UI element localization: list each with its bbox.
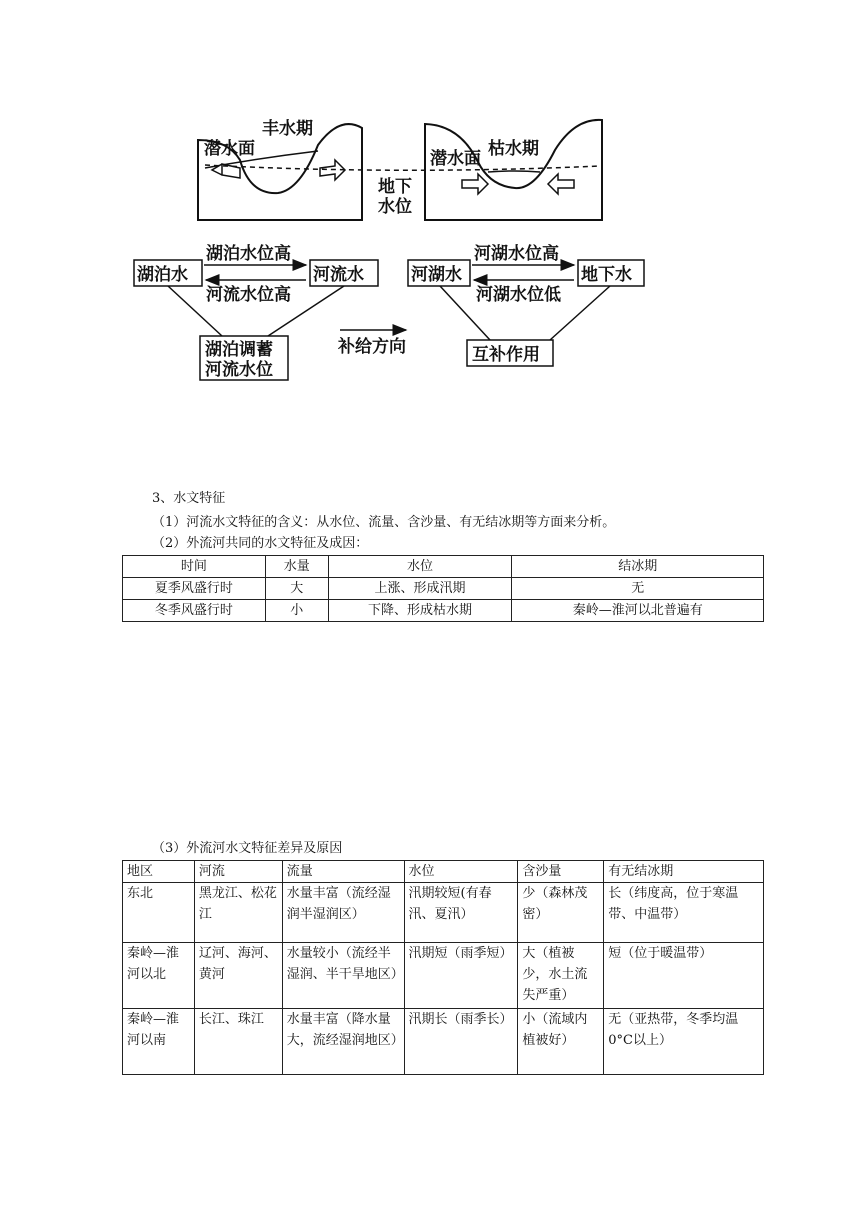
table-cell: 水量丰富（流经湿润半湿润区） — [282, 883, 404, 943]
table-cell: 冬季风盛行时 — [123, 600, 266, 622]
table-cell: 无 — [512, 578, 764, 600]
header-cell: 地区 — [123, 861, 195, 883]
header-cell: 含沙量 — [518, 861, 604, 883]
water-table-label-right: 潜水面 — [430, 149, 481, 169]
table-cell: 短（位于暖温带） — [604, 943, 764, 1009]
table-cell: 秦岭—淮河以北普遍有 — [512, 600, 764, 622]
table-cell: 秦岭—淮河以南 — [123, 1009, 195, 1075]
table-cell: 辽河、海河、黄河 — [194, 943, 282, 1009]
header-cell: 时间 — [123, 556, 266, 578]
table-cell: 大（植被少，水土流失严重） — [518, 943, 604, 1009]
table-cell: 黑龙江、松花江 — [194, 883, 282, 943]
table-cell: 夏季风盛行时 — [123, 578, 266, 600]
section-heading: 3、水文特征 — [152, 491, 226, 506]
table-cell: 水量较小（流经半湿润、半干旱地区） — [282, 943, 404, 1009]
table-cell: 东北 — [123, 883, 195, 943]
table-row — [123, 578, 764, 600]
river-lake-level-low-label: 河湖水位低 — [476, 285, 561, 305]
header-cell: 水位 — [328, 556, 512, 578]
wet-season-cross-section — [198, 118, 362, 220]
table-cell: 长（纬度高，位于寒温带、中温带） — [604, 883, 764, 943]
table-cell: 汛期较短(有春汛、夏汛） — [404, 883, 518, 943]
wet-season-label: 丰水期 — [262, 119, 313, 139]
lake-level-high-label: 湖泊水位高 — [206, 244, 291, 264]
lake-regulate-line1: 湖泊调蓄 — [205, 340, 273, 360]
header-cell: 水量 — [265, 556, 328, 578]
table-cell: 小（流域内植被好） — [518, 1009, 604, 1075]
table-cell: 少（森林茂密） — [518, 883, 604, 943]
groundwater-box: 地下水 — [581, 265, 632, 285]
inflow-arrow-left — [462, 174, 488, 194]
groundwater-level-label-1: 地下 — [378, 177, 412, 197]
table-header-row — [123, 556, 764, 578]
differences-table — [122, 860, 764, 1075]
header-cell: 有无结冰期 — [604, 861, 764, 883]
table-row — [123, 883, 764, 943]
lake-river-flowchart — [134, 243, 378, 380]
river-level-high-label: 河流水位高 — [206, 285, 291, 305]
water-table-label-left: 潜水面 — [204, 139, 255, 159]
lake-regulate-line2: 河流水位 — [205, 360, 273, 380]
table-cell: 下降、形成枯水期 — [328, 600, 512, 622]
river-lake-water-box: 河湖水 — [411, 265, 462, 285]
table-cell: 长江、珠江 — [194, 1009, 282, 1075]
legend-label: 补给方向 — [338, 337, 406, 357]
hydrology-diagram — [0, 0, 860, 400]
table-cell: 大 — [265, 578, 328, 600]
paragraph-1: （1）河流水文特征的含义：从水位、流量、含沙量、有无结冰期等方面来分析。 — [152, 515, 616, 530]
lake-water-box: 湖泊水 — [137, 265, 188, 285]
inflow-arrow-right — [548, 174, 574, 194]
table-row — [123, 1009, 764, 1075]
paragraph-2: （2）外流河共同的水文特征及成因： — [152, 536, 369, 551]
table-cell: 秦岭—淮河以北 — [123, 943, 195, 1009]
table-cell: 水量丰富（降水量大，流经湿润地区） — [282, 1009, 404, 1075]
header-cell: 水位 — [404, 861, 518, 883]
groundwater-level-label-2: 水位 — [378, 197, 412, 217]
table-cell: 汛期长（雨季长） — [404, 1009, 518, 1075]
complementary-box: 互补作用 — [472, 345, 540, 365]
table-row — [123, 600, 764, 622]
groundwater-level-line — [205, 165, 600, 170]
header-cell: 结冰期 — [512, 556, 764, 578]
table-row — [123, 943, 764, 1009]
table-cell: 无（亚热带，冬季均温0°C以上） — [604, 1009, 764, 1075]
river-water-box: 河流水 — [313, 265, 364, 285]
table-cell: 上涨、形成汛期 — [328, 578, 512, 600]
table-cell: 小 — [265, 600, 328, 622]
river-lake-level-high-label: 河湖水位高 — [474, 244, 559, 264]
paragraph-3: （3）外流河水文特征差异及原因 — [152, 841, 343, 856]
table-header-row — [123, 861, 764, 883]
dry-season-label: 枯水期 — [488, 139, 539, 159]
river-groundwater-flowchart — [408, 243, 644, 366]
header-cell: 河流 — [194, 861, 282, 883]
header-cell: 流量 — [282, 861, 404, 883]
table-cell: 汛期短（雨季短） — [404, 943, 518, 1009]
common-features-table — [122, 555, 764, 622]
